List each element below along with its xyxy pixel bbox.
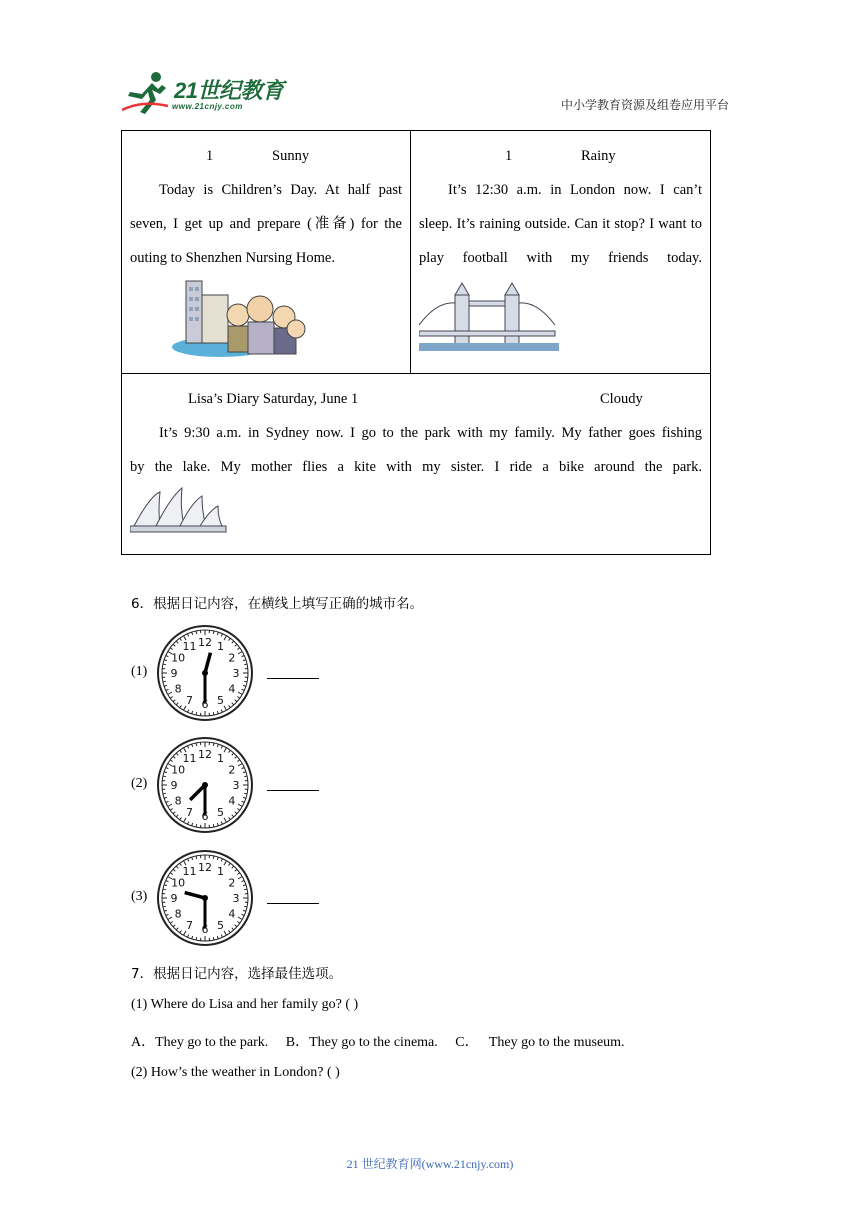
diary-cell-london	[411, 131, 711, 374]
clock-number: 9	[170, 667, 178, 680]
question-7-1-options: A．They go to the park. B．They go to the cinema. C． They go to the museum.	[131, 1035, 625, 1050]
question-6-title: 6．根据日记内容，在横线上填写正确的城市名。	[131, 596, 424, 612]
header-platform-text: 中小学教育资源及组卷应用平台	[560, 98, 729, 112]
clock-number: 11	[182, 640, 197, 654]
site-logo	[122, 70, 292, 116]
clock-number: 7	[186, 918, 193, 932]
diary-number: 1	[206, 148, 214, 164]
answer-blank-3[interactable]	[267, 903, 319, 904]
clock-number: 12	[198, 636, 212, 649]
clock-number: 3	[232, 667, 240, 680]
runner-logo-icon	[122, 70, 174, 116]
clock-icon	[155, 736, 255, 834]
clock-number: 10	[171, 876, 186, 890]
clock-number: 10	[171, 651, 186, 665]
clock-number: 11	[182, 865, 197, 879]
diary-weather: Sunny	[272, 148, 310, 164]
clock-number: 8	[174, 794, 182, 808]
clock-number: 12	[198, 748, 212, 761]
diary-table	[121, 130, 711, 555]
clock-number: 2	[228, 876, 236, 890]
clock-number: 5	[217, 805, 224, 819]
clock-number: 7	[186, 805, 193, 819]
diary-cell-sydney	[122, 374, 711, 555]
clock-number: 7	[186, 693, 193, 707]
item-label: (1)	[131, 664, 148, 679]
diary-text: It’s 9:30 a.m. in Sydney now. I go to the park with my family. My father goes fishing	[159, 425, 702, 441]
clock-number: 5	[217, 693, 224, 707]
clock-number: 4	[228, 682, 236, 696]
question-7-2: (2) How’s the weather in London? ( )	[131, 1065, 340, 1080]
logo-text: 21世纪教育	[174, 78, 284, 103]
clock-number: 12	[198, 861, 212, 874]
clock-number: 8	[174, 682, 182, 696]
item-label: (2)	[131, 776, 148, 791]
item-label: (3)	[131, 889, 148, 904]
diary-text: It’s 12:30 a.m. in London now. I can’t sleep. It’s raining outside. Can it stop? I want to play football with my friends today.	[419, 182, 702, 266]
diary-title: Lisa’s Diary Saturday, June 1	[188, 391, 359, 407]
clock-number: 1	[217, 640, 224, 654]
clock-icon	[155, 849, 255, 947]
clock-number: 1	[217, 865, 224, 879]
clock-number: 3	[232, 779, 240, 792]
diary-text: Today is Children’s Day. At half past seven, I get up and prepare (准备) for the outing to Shenzhen Nursing Home.	[130, 182, 402, 266]
sydney-opera-house-illustration	[130, 486, 230, 538]
nursing-home-illustration	[170, 273, 310, 365]
question-7-1: (1) Where do Lisa and her family go? ( )	[131, 997, 359, 1012]
tower-bridge-illustration	[419, 281, 559, 355]
logo-url: www.21cnjy.com	[172, 102, 243, 111]
clock-number: 5	[217, 918, 224, 932]
diary-text: by the lake. My mother flies a kite with my sister. I ride a bike around the park.	[130, 459, 702, 475]
clock-number: 8	[174, 907, 182, 921]
diary-cell-shenzhen	[122, 131, 411, 374]
clock-number: 6	[201, 923, 209, 936]
clock-number: 6	[201, 810, 209, 823]
diary-weather: Rainy	[581, 148, 616, 164]
diary-weather: Cloudy	[600, 391, 643, 407]
clock-icon	[155, 624, 255, 722]
clock-number: 6	[201, 698, 209, 711]
clock-number: 4	[228, 907, 236, 921]
question-7-title: 7．根据日记内容，选择最佳选项。	[131, 966, 343, 982]
clock-number: 11	[182, 752, 197, 766]
clock-number: 9	[170, 779, 178, 792]
answer-blank-1[interactable]	[267, 678, 319, 679]
diary-number: 1	[505, 148, 513, 164]
clock-number: 3	[232, 892, 240, 905]
clock-number: 10	[171, 763, 186, 777]
clock-number: 4	[228, 794, 236, 808]
clock-number: 2	[228, 651, 236, 665]
clock-number: 9	[170, 892, 178, 905]
answer-blank-2[interactable]	[267, 790, 319, 791]
clock-number: 2	[228, 763, 236, 777]
footer-text: 21 世纪教育网(www.21cnjy.com)	[346, 1157, 514, 1171]
clock-number: 1	[217, 752, 224, 766]
